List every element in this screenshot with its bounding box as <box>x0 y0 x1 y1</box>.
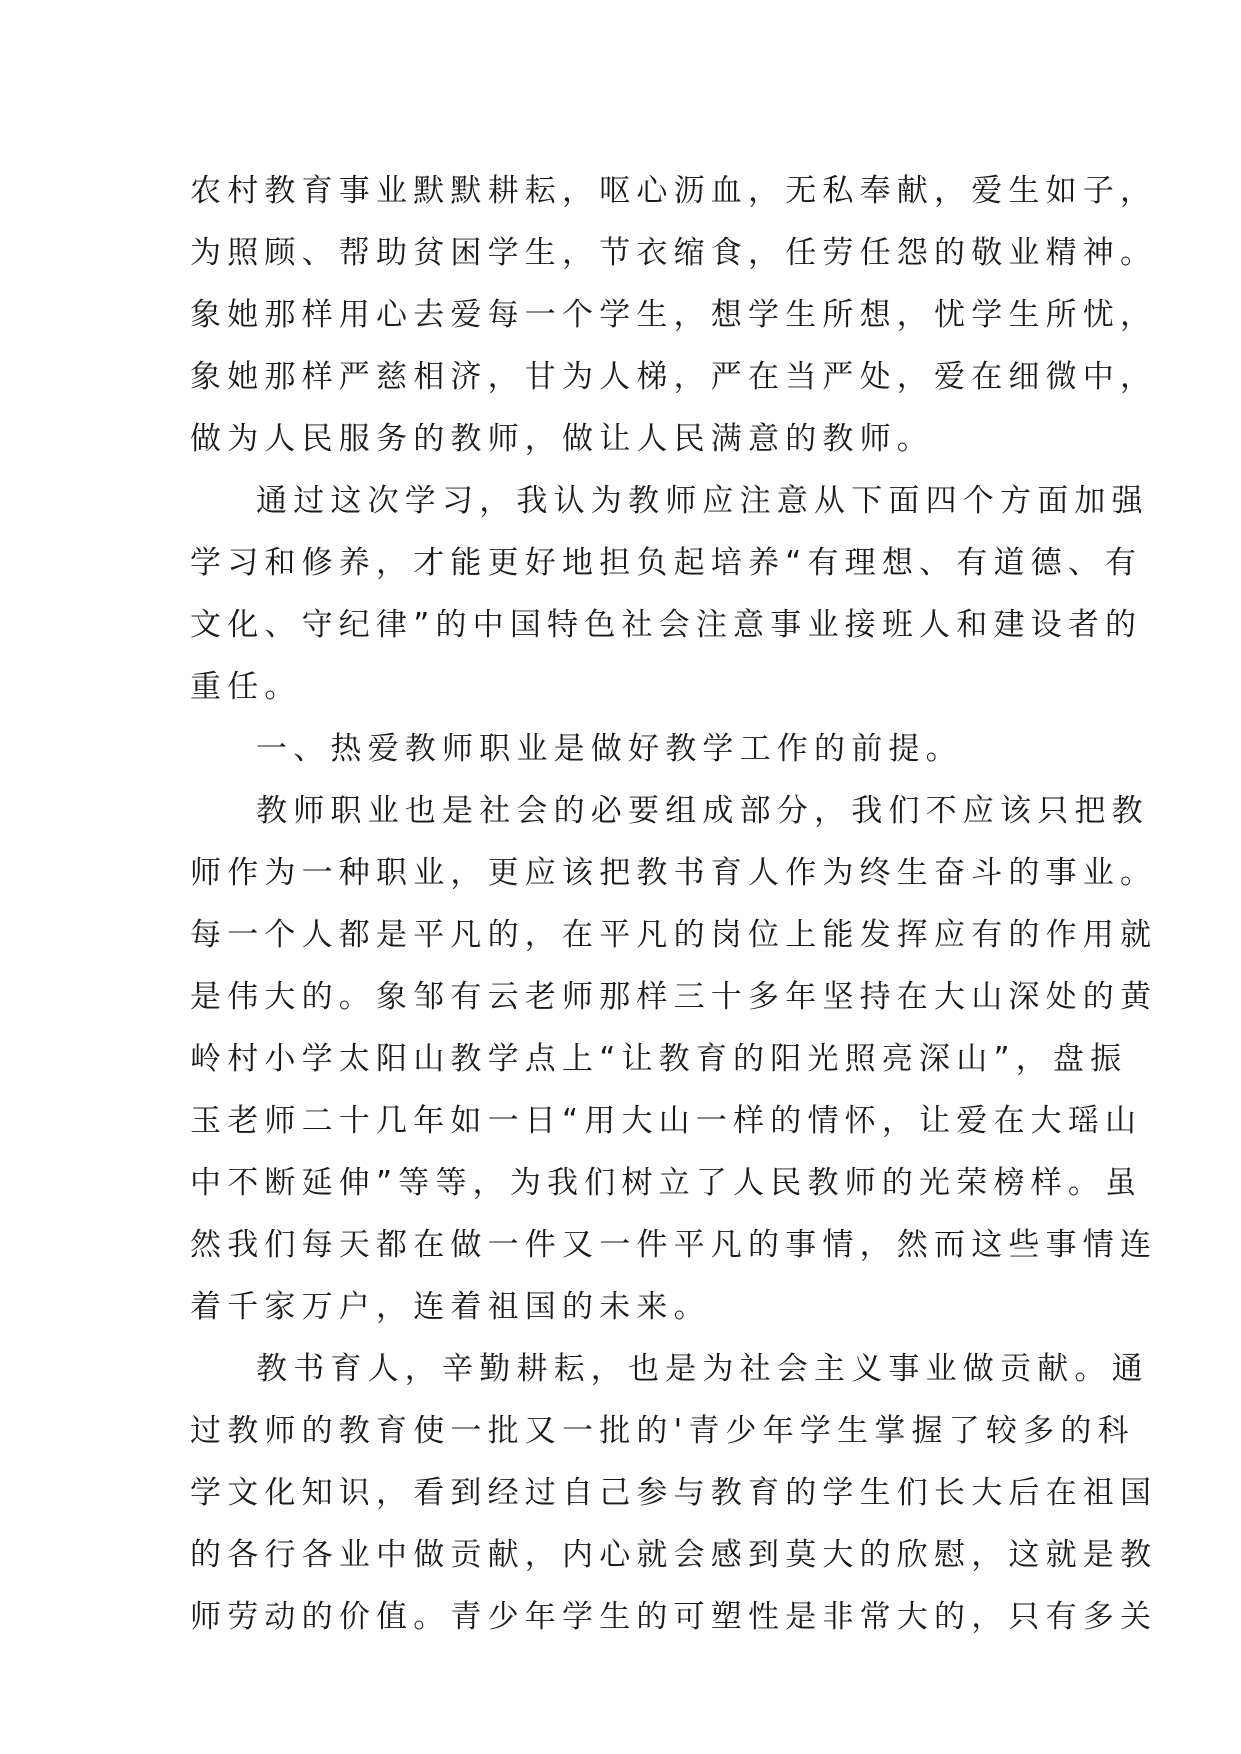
text-line: 学习和修养，才能更好地担负起培养“有理想、有道德、有 <box>190 545 1143 581</box>
document-body <box>190 160 1158 1648</box>
text-line: 每一个人都是平凡的，在平凡的岗位上能发挥应有的作用就 <box>190 917 1158 953</box>
text-line: 的各行各业中做贡献，内心就会感到莫大的欣慰，这就是教 <box>190 1537 1158 1573</box>
text-line: 文化、守纪律”的中国特色社会注意事业接班人和建设者的 <box>190 607 1143 643</box>
text-line: 做为人民服务的教师，做让人民满意的教师。 <box>190 421 934 457</box>
text-line: 重任。 <box>190 669 302 705</box>
text-line: 是伟大的。象邹有云老师那样三十多年坚持在大山深处的黄 <box>190 979 1158 1015</box>
text-line: 为照顾、帮助贫困学生，节衣缩食，任劳任怨的敬业精神。 <box>190 235 1158 271</box>
text-line: 玉老师二十几年如一日“用大山一样的情怀，让爱在大瑶山 <box>190 1103 1143 1139</box>
text-line: 中不断延伸”等等，为我们树立了人民教师的光荣榜样。虽 <box>190 1165 1143 1201</box>
text-line: 象她那样用心去爱每一个学生，想学生所想，忧学生所忧， <box>190 297 1158 333</box>
text-line: 学文化知识，看到经过自己参与教育的学生们长大后在祖国 <box>190 1475 1158 1511</box>
text-line: 着千家万户，连着祖国的未来。 <box>190 1289 711 1325</box>
text-line: 师劳动的价值。青少年学生的可塑性是非常大的，只有多关 <box>190 1599 1158 1635</box>
text-line: 过教师的教育使一批又一批的'青少年学生掌握了较多的科 <box>190 1413 1135 1449</box>
paragraph-start-line: 通过这次学习，我认为教师应注意从下面四个方面加强 <box>256 483 1149 519</box>
text-line: 师作为一种职业，更应该把教书育人作为终生奋斗的事业。 <box>190 855 1158 891</box>
paragraph-start-line: 教书育人，辛勤耕耘，也是为社会主义事业做贡献。通 <box>256 1351 1149 1387</box>
text-line: 然我们每天都在做一件又一件平凡的事情，然而这些事情连 <box>190 1227 1158 1263</box>
text-line: 农村教育事业默默耕耘，呕心沥血，无私奉献，爱生如子， <box>190 173 1158 209</box>
text-line: 岭村小学太阳山教学点上“让教育的阳光照亮深山”，盘振 <box>190 1041 1128 1077</box>
section-heading: 一、热爱教师职业是做好教学工作的前提。 <box>256 731 963 767</box>
paragraph-start-line: 教师职业也是社会的必要组成部分，我们不应该只把教 <box>256 793 1149 829</box>
text-line: 象她那样严慈相济，甘为人梯，严在当严处，爱在细微中， <box>190 359 1158 395</box>
